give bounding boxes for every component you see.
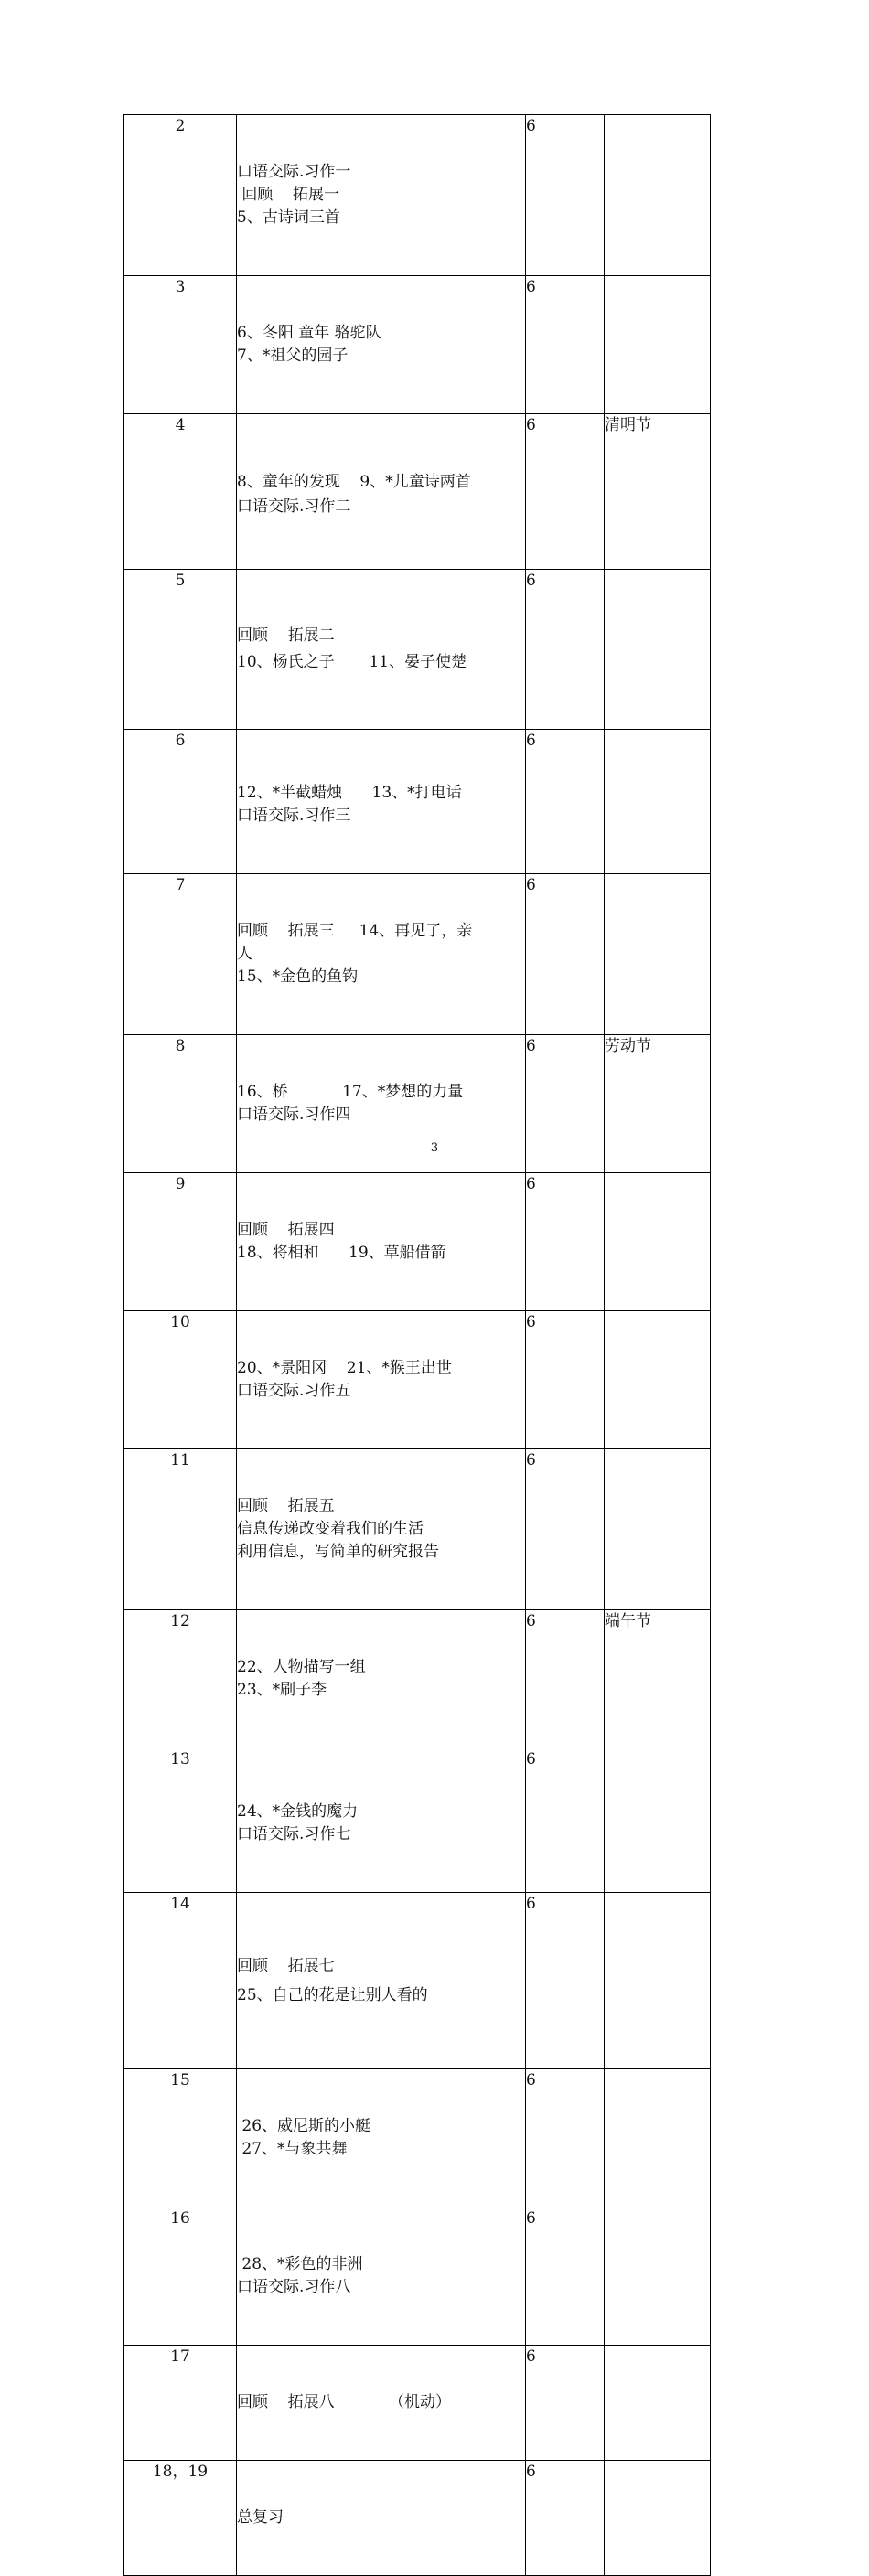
content-line: 10、杨氏之子 11、晏子使楚 (237, 653, 467, 671)
content-line: 12、*半截蜡烛 13、*打电话 (237, 784, 462, 802)
hours-cell: 6 (526, 276, 605, 414)
table-row (124, 874, 711, 1035)
content-line: 回顾 拓展五 (237, 1497, 335, 1515)
content-line: 27、*与象共舞 (237, 2140, 348, 2158)
note-cell: 端午节 (605, 1610, 711, 1748)
content-cell (237, 1449, 526, 1610)
hours-cell: 6 (526, 2069, 605, 2207)
hours-cell: 6 (526, 1311, 605, 1449)
content-line: 口语交际.习作三 (237, 807, 351, 825)
hours-cell: 6 (526, 1893, 605, 2069)
content-cell (237, 414, 526, 570)
table-row (124, 730, 711, 874)
content-line: 8、童年的发现 9、*儿童诗两首 (237, 473, 471, 491)
note-cell (605, 115, 711, 276)
content-cell (237, 1173, 526, 1311)
hours-cell: 6 (526, 1748, 605, 1893)
content-line: 口语交际.习作五 (237, 1382, 351, 1400)
hours-cell: 6 (526, 414, 605, 570)
note-cell (605, 1173, 711, 1311)
content-cell (237, 874, 526, 1035)
week-cell: 9 (124, 1173, 237, 1311)
hours-cell: 6 (526, 115, 605, 276)
note-cell (605, 1449, 711, 1610)
content-line: 16、桥 17、*梦想的力量 (237, 1083, 464, 1101)
week-cell: 4 (124, 414, 237, 570)
table-row (124, 1748, 711, 1893)
week-cell: 15 (124, 2069, 237, 2207)
week-cell: 5 (124, 570, 237, 730)
table-row (124, 2461, 711, 2576)
table-row (124, 115, 711, 276)
week-cell: 10 (124, 1311, 237, 1449)
content-cell (237, 1893, 526, 2069)
note-cell (605, 276, 711, 414)
note-cell (605, 730, 711, 874)
hours-cell: 6 (526, 1449, 605, 1610)
content-line: 7、*祖父的园子 (237, 347, 349, 365)
table-row (124, 2069, 711, 2207)
week-cell: 3 (124, 276, 237, 414)
content-cell (237, 730, 526, 874)
content-line: 回顾 拓展二 (237, 626, 335, 645)
table-row (124, 2207, 711, 2346)
note-cell (605, 570, 711, 730)
week-cell: 18，19 (124, 2461, 237, 2576)
note-cell: 劳动节 (605, 1035, 711, 1173)
content-line: 回顾 拓展八 （机动） (237, 2393, 452, 2411)
hours-cell: 6 (526, 2461, 605, 2576)
content-line: 口语交际.习作七 (237, 1825, 351, 1844)
content-line: 18、将相和 19、草船借箭 (237, 1244, 446, 1262)
hours-cell: 6 (526, 2346, 605, 2461)
content-cell (237, 276, 526, 414)
content-cell (237, 1748, 526, 1893)
content-cell (237, 2346, 526, 2461)
content-line: 回顾 拓展一 (237, 186, 340, 204)
content-line: 28、*彩色的非洲 (237, 2255, 363, 2273)
page-number: 3 (430, 1141, 439, 1155)
note-cell (605, 2461, 711, 2576)
note-cell (605, 1311, 711, 1449)
note-cell (605, 874, 711, 1035)
content-line: 口语交际.习作一 (237, 163, 351, 181)
week-cell: 7 (124, 874, 237, 1035)
content-line: 口语交际.习作四 (237, 1106, 351, 1124)
note-cell: 清明节 (605, 414, 711, 570)
week-cell: 12 (124, 1610, 237, 1748)
content-line: 信息传递改变着我们的生活 (237, 1520, 424, 1538)
note-cell (605, 1748, 711, 1893)
content-line: 22、人物描写一组 (237, 1658, 366, 1676)
content-cell (237, 1610, 526, 1748)
content-line: 口语交际.习作八 (237, 2278, 351, 2296)
content-cell (237, 570, 526, 730)
content-line: 5、古诗词三首 (237, 208, 340, 227)
week-cell: 17 (124, 2346, 237, 2461)
table-row (124, 2346, 711, 2461)
week-cell: 11 (124, 1449, 237, 1610)
table-row (124, 276, 711, 414)
content-line: 6、冬阳 童年 骆驼队 (237, 324, 381, 342)
hours-cell: 6 (526, 570, 605, 730)
content-line: 人 (237, 945, 252, 963)
week-cell: 14 (124, 1893, 237, 2069)
content-line: 回顾 拓展七 (237, 1957, 335, 1975)
hours-cell: 6 (526, 1610, 605, 1748)
note-cell (605, 2207, 711, 2346)
content-cell (237, 2461, 526, 2576)
content-cell (237, 1311, 526, 1449)
table-row (124, 1610, 711, 1748)
content-line: 回顾 拓展三 14、再见了，亲 (237, 922, 473, 940)
note-cell (605, 2069, 711, 2207)
content-line: 20、*景阳冈 21、*猴王出世 (237, 1359, 452, 1377)
hours-cell: 6 (526, 1173, 605, 1311)
content-line: 24、*金钱的魔力 (237, 1802, 359, 1821)
table-row (124, 570, 711, 730)
week-cell: 6 (124, 730, 237, 874)
content-line: 26、威尼斯的小艇 (237, 2117, 371, 2135)
content-line: 口语交际.习作二 (237, 497, 351, 516)
content-line: 利用信息，写简单的研究报告 (237, 1543, 439, 1561)
week-cell: 8 (124, 1035, 237, 1173)
table-row (124, 414, 711, 570)
content-line: 回顾 拓展四 (237, 1221, 335, 1239)
week-cell: 13 (124, 1748, 237, 1893)
week-cell: 16 (124, 2207, 237, 2346)
note-cell (605, 2346, 711, 2461)
content-cell (237, 2069, 526, 2207)
content-line: 23、*刷子李 (237, 1681, 327, 1699)
hours-cell: 6 (526, 2207, 605, 2346)
table-row (124, 1173, 711, 1311)
content-cell (237, 2207, 526, 2346)
week-cell: 2 (124, 115, 237, 276)
hours-cell: 6 (526, 1035, 605, 1173)
hours-cell: 6 (526, 730, 605, 874)
content-line: 总复习 (237, 2508, 284, 2527)
note-cell (605, 1893, 711, 2069)
content-line: 25、自己的花是让别人看的 (237, 1986, 428, 2004)
schedule-table (123, 114, 711, 2576)
table-row (124, 1311, 711, 1449)
hours-cell: 6 (526, 874, 605, 1035)
table-row (124, 1449, 711, 1610)
content-line: 15、*金色的鱼钩 (237, 967, 359, 986)
content-cell (237, 115, 526, 276)
table-row (124, 1893, 711, 2069)
